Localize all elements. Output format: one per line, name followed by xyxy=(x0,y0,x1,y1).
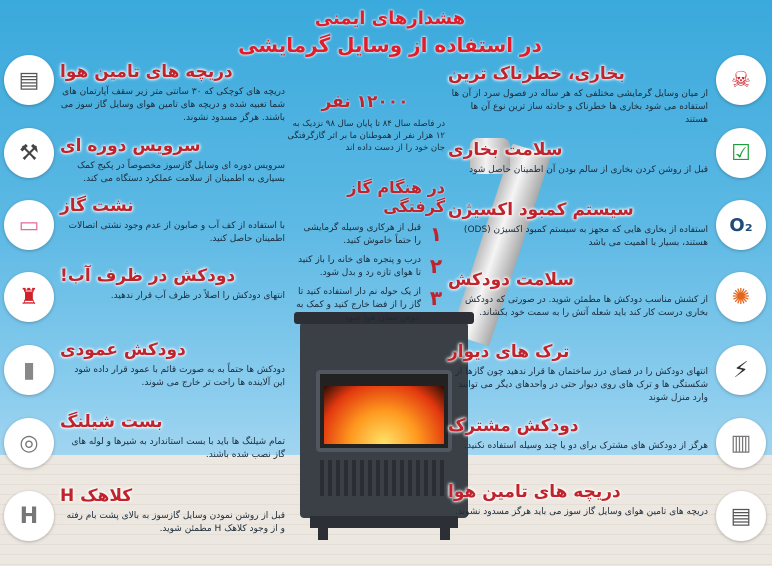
item-text: انتهای دودکش را در فضای درز ساختمان ها قرار ندهید چون گازها از شکستگی ها و ترک های روی دیوار حتی در واحدهای دیگر می توانند وارد منزل شوند xyxy=(455,367,708,403)
item-text: با استفاده از کف آب و صابون از عدم وجود نشتی اتصالات اطمینان حاصل کنید. xyxy=(68,221,285,244)
item-title: کلاهک H xyxy=(60,486,133,506)
h-cap-icon: H xyxy=(4,491,54,541)
o2-icon: O₂ xyxy=(716,200,766,250)
left-item-h-cap xyxy=(60,486,285,536)
clamp-icon: ◎ xyxy=(4,418,54,468)
item-text: هرگز از دودکش های مشترک برای دو یا چند وسیله استفاده نکنید. xyxy=(464,441,708,451)
item-title: سیستم کمبود اکسیژن xyxy=(448,200,634,220)
step-number: ۱ xyxy=(429,222,443,246)
tools-icon: ⚒ xyxy=(4,128,54,178)
left-item-air-vents xyxy=(60,62,285,125)
step-text: قبل از هرکاری وسیله گرمایشی را حتماً خاموش کنید. xyxy=(303,223,421,246)
left-item-gas-leak xyxy=(60,196,285,246)
soap-icon: ▭ xyxy=(4,200,54,250)
right-item-shared-chimney xyxy=(448,416,708,453)
item-title: دودکش عمودی xyxy=(60,340,186,360)
title-line-2: در استفاده از وسایل گرمایشی xyxy=(238,33,542,57)
fire-icon xyxy=(324,386,444,444)
item-text: از میان وسایل گرمایشی مختلفی که هر ساله در فصول سرد از آن ها استفاده می شود بخاری ها خطرناک و حادثه ساز ترین نوع آن ها هستند xyxy=(451,89,708,125)
right-item-chimney-health xyxy=(448,270,708,320)
gas-poisoning-heading: در هنگام گاز گرفتگی xyxy=(347,178,445,216)
item-title: نشت گاز xyxy=(60,196,134,216)
bucket-icon: ♜ xyxy=(4,272,54,322)
title-line-1: هشدارهای ایمنی xyxy=(314,8,466,29)
item-text: دودکش ها حتماً به به صورت قائم با عمود قرار داده شود این آلاینده ها راحت تر خارج می شوند. xyxy=(74,365,285,388)
vent-icon: ▤ xyxy=(716,491,766,541)
check-icon: ☑ xyxy=(716,128,766,178)
item-title: بخاری، خطرناک ترین xyxy=(448,64,625,84)
step-number: ۳ xyxy=(429,286,443,310)
page-title xyxy=(230,8,550,57)
left-item-vertical-chimney xyxy=(60,340,285,390)
item-text: سرویس دوره ای وسایل گازسوز مخصوصاً در پکیج کمک بسیاری به اطمینان از سلامت عملکرد دستگاه می کند. xyxy=(77,161,285,184)
item-text: دریچه های تامین هوای وسایل گاز سوز می باید هرگز مسدود نشوند. xyxy=(455,507,708,517)
item-text: استفاده از بخاری هایی که مجهز به سیستم کمبود اکسیژن (ODS) هستند، بسیار با اهمیت می باشد xyxy=(463,225,708,248)
stat-text: در فاصله سال ۸۴ تا پایان سال ۹۸ نزدیک به ۱۲ هزار نفر از هموطنان ما بر اثر گازگرفتگی جان خود را از دست داده اند xyxy=(287,119,445,153)
item-title: سرویس دوره ای xyxy=(60,136,201,156)
stove-illustration xyxy=(300,322,468,518)
vent-icon: ▤ xyxy=(4,55,54,105)
item-text: از کشش مناسب دودکش ها مطمئن شوید. در صورتی که دودکش بخاری درست کار کند باید شعله آتش را به سمت خود بکشاند. xyxy=(465,295,708,318)
item-title: بست شیلنگ xyxy=(60,412,163,432)
crack-icon: ⚡ xyxy=(716,345,766,395)
item-title: دریچه های تامین هوا xyxy=(60,62,233,82)
flame-icon: ✺ xyxy=(716,272,766,322)
step-2 xyxy=(295,254,445,280)
item-text: قبل از روشن نمودن وسایل گازسوز به بالای پشت بام رفته و از وجود کلاهک H مطمئن شوید. xyxy=(66,511,285,534)
gas-poisoning-block xyxy=(295,178,445,325)
right-item-air-vents xyxy=(448,482,708,519)
left-item-hose-clamp xyxy=(60,412,285,462)
stat-block xyxy=(285,92,445,154)
item-title: دریچه های تامین هوا xyxy=(448,482,621,502)
step-number: ۲ xyxy=(429,254,443,278)
item-text: دریچه های کوچکی که ۳۰ سانتی متر زیر سقف آپارتمان های شما تعبیه شده و دریچه های تامین هوای وسایل گاز سوز می باشند. هرگز مسدود نشوند. xyxy=(60,87,285,123)
right-item-heater-danger xyxy=(448,64,708,127)
item-text: انتهای دودکش را اصلاً در ظرف آب قرار ندهید. xyxy=(110,291,285,301)
right-item-heater-health xyxy=(448,140,708,177)
left-item-chimney-water xyxy=(60,266,285,303)
left-item-periodic-service xyxy=(60,136,285,186)
step-3 xyxy=(295,286,445,325)
item-title: سلامت دودکش xyxy=(448,270,574,290)
pipe-icon: ▮ xyxy=(4,345,54,395)
item-title: دودکش در ظرف آب! xyxy=(60,266,236,286)
item-title: دودکش مشترک xyxy=(448,416,579,436)
item-title: سلامت بخاری xyxy=(448,140,563,160)
item-text: قبل از روشن کردن بخاری از سالم بودن آن اطمینان حاصل شود xyxy=(469,165,708,175)
stove-legs xyxy=(318,526,450,540)
stat-number: ۱۲۰۰۰ نفر xyxy=(321,92,409,112)
skull-icon: ☠ xyxy=(716,55,766,105)
stove-grill xyxy=(320,460,448,496)
item-text: تمام شیلنگ ها باید با بست استاندارد به شیرها و لوله های گاز نصب شده باشند. xyxy=(71,437,285,460)
stove-window xyxy=(316,370,452,452)
step-text: درب و پنجره های خانه را باز کنید تا هوای تازه رد و بدل شود. xyxy=(298,255,421,278)
chimney-icon: ▥ xyxy=(716,418,766,468)
item-title: ترک های دیوار xyxy=(448,342,570,362)
step-text: از یک حوله نم دار استفاده کنید تا گاز را از فضا خارج کنید و کمک به عوض شدن هوا شود. xyxy=(296,287,421,323)
right-item-wall-cracks xyxy=(448,342,708,405)
step-1 xyxy=(295,222,445,248)
right-item-ods xyxy=(448,200,708,250)
